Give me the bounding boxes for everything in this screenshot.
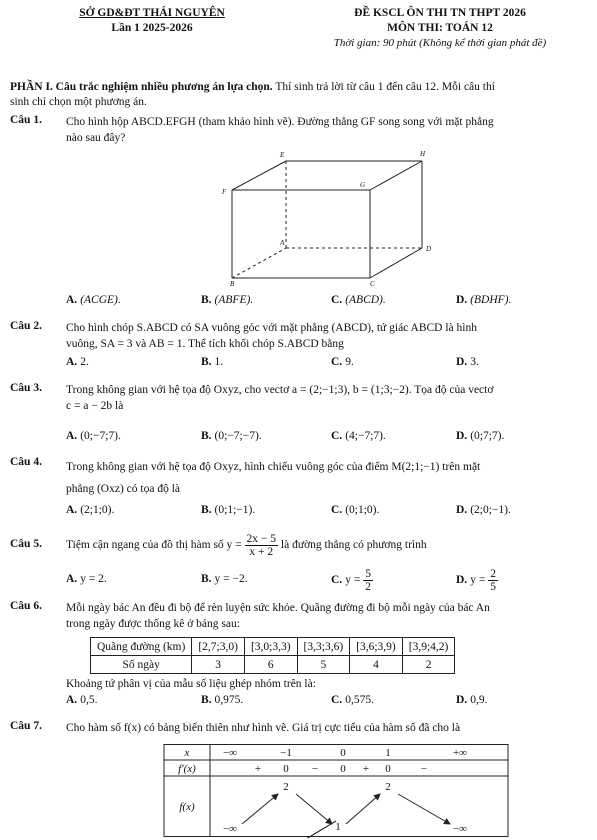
header-right (285, 6, 595, 51)
table-cell: [3,9;4,2) (402, 638, 455, 656)
q1-option-b[interactable]: B. (ABFE). (201, 294, 254, 306)
q5-option-d[interactable]: D. y = $\frac{2}{5}$ (456, 568, 496, 593)
q6-option-d[interactable]: D. 0,9. (456, 694, 488, 706)
bbt-x-value: 0 (340, 747, 346, 759)
bbt-x-value: +∞ (452, 747, 468, 759)
q2-text (66, 320, 589, 352)
q6-option-a[interactable]: A. 0,5. (66, 694, 98, 706)
bbt-f-value: −∞ (452, 823, 468, 835)
q2-option-b[interactable]: B. 1. (201, 356, 224, 368)
q6-option-c[interactable]: C. 0,575. (331, 694, 374, 706)
q3-label: Câu 3. (10, 382, 42, 394)
q5-options (66, 568, 586, 594)
q3-option-c[interactable]: C. (4;−7;7). (331, 430, 386, 442)
part-text2: sinh chỉ chọn một phương án. (10, 96, 147, 108)
q1-option-c[interactable]: C. (ABCD). (331, 294, 386, 306)
bbt-sign: − (420, 763, 428, 775)
fig-label-c: C (370, 280, 375, 288)
bbt-sign: − (311, 763, 319, 775)
q5-option-a[interactable]: A. y = 2. (66, 573, 107, 585)
table-cell: [3,0;3,3) (244, 638, 297, 656)
bbt-f-value: 1 (335, 821, 341, 833)
fig-label-h: H (420, 150, 426, 158)
q6-text3: Khoảng tứ phân vị của mẫu số liệu ghép nhóm trên là: (66, 678, 316, 690)
q5-fraction (245, 533, 279, 558)
bbt-arrow-down (296, 794, 332, 824)
q5-option-b[interactable]: B. y = −2. (201, 573, 248, 585)
q4-option-b[interactable]: B. (0;1;−1). (201, 504, 256, 516)
fig-label-f: F (222, 188, 227, 196)
q2-line2: vuông, SA = 3 và AB = 1. Thể tích khối chóp S.ABCD bằng (66, 338, 344, 350)
q6-line2: trong ngày được thống kê ở bảng sau: (66, 618, 240, 630)
bbt-f-value: 2 (283, 781, 289, 793)
q4-line2: phẳng (Oxz) có tọa độ là (66, 483, 181, 495)
q7-variation-table (160, 744, 512, 838)
q3-option-d[interactable]: D. (0;7;7). (456, 430, 505, 442)
q3-option-a[interactable]: A. (0;−7;7). (66, 430, 121, 442)
bbt-sign: + (254, 763, 262, 775)
q1-text (66, 114, 589, 146)
table-cell: 3 (192, 656, 245, 674)
table-row (91, 656, 455, 674)
q1-option-d[interactable]: D. (BDHF). (456, 294, 512, 306)
exam-time: Thời gian: 90 phút (Không kể thời gian phát đề) (333, 37, 547, 49)
bbt-f-value: −∞ (222, 823, 238, 835)
q4-label: Câu 4. (10, 456, 42, 468)
q6-label: Câu 6. (10, 600, 42, 612)
q4-option-d[interactable]: D. (2;0;−1). (456, 504, 511, 516)
q4-option-a[interactable]: A. (2;1;0). (66, 504, 115, 516)
table-cell: [3,6;3,9) (350, 638, 403, 656)
q2-line1: Cho hình chóp S.ABCD có SA vuông góc với mặt phẳng (ABCD), tứ giác ABCD là hình (66, 322, 477, 334)
q6-text (66, 600, 589, 632)
part-title: PHẦN I. Câu trắc nghiệm nhiều phương án lựa chọn. (10, 81, 273, 93)
q1-option-a[interactable]: A. (ACGE). (66, 294, 121, 306)
fig-label-d: D (426, 245, 432, 253)
round-label: Lần 1 2025-2026 (111, 22, 193, 34)
q2-label: Câu 2. (10, 320, 42, 332)
q5-text-a: Tiệm cận ngang của đồ thị hàm số y = (66, 539, 242, 551)
bbt-x-value: 1 (385, 747, 391, 759)
q6-data-table (90, 637, 455, 674)
q2-options (66, 356, 586, 372)
exam-title: ĐỀ KSCL ÔN THI TN THPT 2026 (354, 7, 526, 19)
table-cell: Quãng đường (km) (91, 638, 192, 656)
q2-option-a[interactable]: A. 2. (66, 356, 89, 368)
q3-text (66, 382, 589, 414)
table-cell: 2 (402, 656, 455, 674)
bbt-x-value: −∞ (222, 747, 238, 759)
table-cell: 6 (244, 656, 297, 674)
bbt-arrow-up (346, 794, 380, 824)
q5-label: Câu 5. (10, 538, 42, 550)
bbt-sign: 0 (283, 763, 289, 775)
q1-line2: nào sau đây? (66, 132, 126, 144)
q6-option-b[interactable]: B. 0,975. (201, 694, 244, 706)
fig-label-b: B (230, 280, 235, 288)
table-cell: [3,3;3,6) (297, 638, 350, 656)
q4-option-c[interactable]: C. (0;1;0). (331, 504, 380, 516)
fig-label-e: E (280, 151, 285, 159)
q6-line1: Mỗi ngày bác An đều đi bộ để rèn luyện sức khỏe. Quãng đường đi bộ mỗi ngày của bác An (66, 602, 490, 614)
subject-title: MÔN THI: TOÁN 12 (387, 22, 493, 34)
table-cell: 5 (297, 656, 350, 674)
q1-line1: Cho hình hộp ABCD.EFGH (tham khảo hình vẽ). Đường thẳng GF song song với mặt phẳng (66, 116, 494, 128)
bbt-sign: 0 (340, 763, 346, 775)
header-left (22, 6, 282, 36)
q2-option-d[interactable]: D. 3. (456, 356, 479, 368)
table-cell: [2,7;3,0) (192, 638, 245, 656)
table-cell: Số ngày (91, 656, 192, 674)
q7-label: Câu 7. (10, 720, 42, 732)
q5-text-b: là đường thẳng có phương trình (280, 539, 427, 551)
q3-options (66, 430, 586, 446)
q3-line2: c = a − 2b là (66, 400, 124, 412)
org-name: SỞ GD&ĐT THÁI NGUYÊN (79, 7, 225, 19)
q4-text (66, 456, 589, 500)
bbt-arrow-up (242, 794, 278, 824)
bbt-x-value: −1 (280, 747, 292, 759)
q5-text (66, 528, 589, 562)
q6-options (66, 694, 586, 710)
q3-option-b[interactable]: B. (0;−7;−7). (201, 430, 262, 442)
part-intro (10, 80, 591, 110)
part-text: Thí sinh trả lời từ câu 1 đến câu 12. Mỗi câu thí (272, 81, 495, 93)
q4-options (66, 504, 586, 520)
fig-label-a: A (280, 239, 285, 247)
table-row (91, 638, 455, 656)
bbt-sign: 0 (385, 763, 391, 775)
q7-text: Cho hàm số f(x) có bảng biến thiên như hình vẽ. Giá trị cực tiểu của hàm số đã cho là (66, 722, 461, 734)
bbt-f-label: f(x) (179, 801, 195, 813)
q5-denominator: x + 2 (249, 545, 274, 558)
bbt-sign: + (362, 763, 370, 775)
q5-option-c[interactable]: C. y = $\frac{5}{2}$ (331, 568, 371, 593)
bbt-arrow-down (398, 794, 450, 824)
bbt-x-label: x (184, 747, 190, 759)
table-cell: 4 (350, 656, 403, 674)
q3-line1: Trong không gian với hệ tọa độ Oxyz, cho vectơ a = (2;−1;3), b = (1;3;−2). Tọa độ của vectơ (66, 384, 494, 396)
q1-box-figure (200, 148, 450, 288)
bbt-f-value: 2 (385, 781, 391, 793)
fig-label-g: G (360, 181, 366, 189)
q2-option-c[interactable]: C. 9. (331, 356, 354, 368)
bbt-fprime-label: f′(x) (178, 763, 196, 775)
q1-options (66, 294, 586, 310)
q4-line1: Trong không gian với hệ tọa độ Oxyz, hình chiếu vuông góc của điểm M(2;1;−1) trên mặt (66, 461, 481, 473)
q1-label: Câu 1. (10, 114, 42, 126)
q5-numerator: 2x − 5 (246, 532, 277, 545)
